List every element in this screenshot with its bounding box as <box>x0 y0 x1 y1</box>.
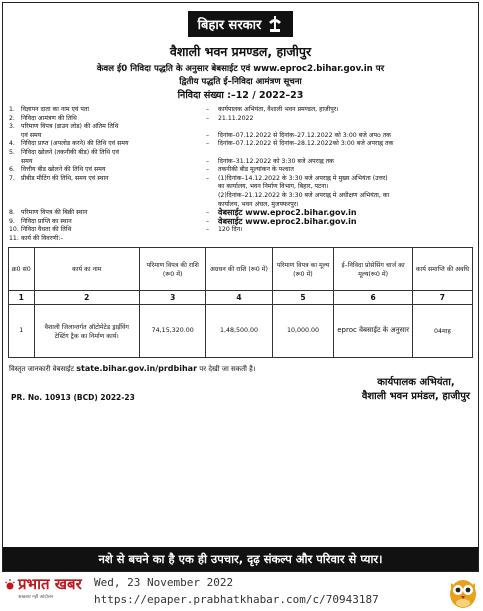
signature-title: कार्यपालक अभियंता, <box>377 376 455 388</box>
item-value <box>218 123 472 132</box>
item-label <box>21 183 206 192</box>
item-num: 3. <box>9 123 15 131</box>
column-number: 1 <box>9 290 35 304</box>
more-info-suffix: पर देखी जा सकती है। <box>199 364 256 373</box>
table-cell: 04माह <box>412 304 472 357</box>
office-title: वैशाली भवन प्रमण्डल, हाजीपुर <box>169 44 312 59</box>
column-number: 7 <box>412 290 472 304</box>
item-value: दिनांक–07.12.2022 से दिनांक–28.12.2022को 3:00 बजे अपराह्न तक <box>218 140 394 148</box>
tender-notice <box>2 2 479 572</box>
list-item <box>9 106 472 115</box>
column-header: परिमाण विपत्र की राशि (रू0 में) <box>139 247 206 290</box>
column-number: 6 <box>334 290 412 304</box>
list-item <box>9 123 472 132</box>
eproc-line: केवल ई0 निविदा पद्धति के अनुसार बेबसाईट एवं www.eproc2.bihar.gov.in पर <box>96 64 385 74</box>
table-cell: eproc वेबसाईट के अनुसार <box>334 304 412 357</box>
item-label: प्रीबीड मीटिंग की तिथि, समय एवं स्थान <box>21 174 109 182</box>
item-dash <box>206 192 218 201</box>
list-item <box>9 183 472 192</box>
column-header: कार्य का नाम <box>34 247 139 290</box>
signature-block <box>362 376 470 404</box>
item-num: 7. <box>9 174 15 182</box>
item-dash: – <box>206 114 210 122</box>
item-value: (2)दिनांक–21.12.2022 के 3:30 बजे अपराह्न मे अधीक्षण अभियंता, का <box>218 191 390 199</box>
table-cell: 1 <box>9 304 35 357</box>
bihar-emblem-icon <box>267 15 283 33</box>
item-num: 9. <box>9 217 15 225</box>
item-label: कार्य की विवरणी:– <box>21 234 64 242</box>
logo-sun-icon <box>4 578 16 590</box>
item-value: कार्यालय, भवन अंचल, मुजफ्फरपुर। <box>218 200 299 208</box>
list-item <box>9 166 472 175</box>
item-value: 21.11.2022 <box>218 114 254 122</box>
column-header: कार्य समाप्ति की अवधि <box>412 247 472 290</box>
list-item <box>9 149 472 158</box>
edition-date: Wed, 23 November 2022 <box>94 576 234 589</box>
item-num: 10. <box>9 226 19 234</box>
item-dash: – <box>206 140 210 148</box>
item-dash <box>206 123 218 132</box>
epaper-meta <box>94 574 379 608</box>
item-num <box>9 183 21 192</box>
table-row <box>9 304 473 357</box>
column-number: 5 <box>272 290 334 304</box>
government-banner-row <box>3 11 478 41</box>
more-info-line <box>9 364 472 374</box>
column-header: ई–निविदा प्रोसेसिंग चार्ज का मूल्य(रू0 में) <box>334 247 412 290</box>
item-dash <box>206 183 218 192</box>
item-label: निविदा वैधता की तिथि <box>21 226 72 234</box>
item-num <box>9 192 21 201</box>
slogan-banner: नशे से बचने का है एक ही उपचार, दृढ़ संकल्प और परिवार से प्यार। <box>3 547 478 571</box>
item-value: दिनांक–07.12.2022 से दिनांक–27.12.2022 को 3:00 बजे अपo तक <box>218 131 392 139</box>
epaper-footer <box>0 574 483 611</box>
list-item <box>9 192 472 201</box>
column-header: परिमाण विपत्र का मूल्य (रू0 में) <box>272 247 334 290</box>
list-item <box>9 158 472 167</box>
item-num: 11. <box>9 234 19 242</box>
item-value: का कार्यालय, भवन निर्माण विभाग, बिहार, पटना। <box>218 183 329 191</box>
item-dash <box>206 235 218 244</box>
item-value <box>218 235 472 244</box>
item-label: निविदा खोलने (तकनीकी बीड) की तिथि एवं <box>21 148 119 156</box>
item-label <box>21 201 206 210</box>
item-num: 1. <box>9 106 15 113</box>
item-dash: – <box>206 209 210 217</box>
epaper-url[interactable]: https://epaper.prabhatkhabar.com/c/70943187 <box>94 593 379 606</box>
column-number-row <box>9 290 473 304</box>
column-header: क्र0 सं0 <box>9 247 35 290</box>
table-cell: 74,15,320.00 <box>139 304 206 357</box>
notice-footer <box>11 376 470 404</box>
item-dash <box>206 201 218 210</box>
item-num: 8. <box>9 209 15 217</box>
item-label: वित्तीय बीड खोलने की तिथि एवं समय <box>21 166 106 174</box>
item-label: निविदा प्राप्ति का स्थान <box>21 217 72 225</box>
item-value: वेबसाईट www.eproc2.bihar.gov.in <box>218 216 357 226</box>
newspaper-logo[interactable] <box>4 574 92 606</box>
work-details-table <box>8 247 473 358</box>
notice-type: द्वितीय पद्धति ई–निविदा आमंत्रण सूचना <box>179 77 302 87</box>
banner-text: बिहार सरकार <box>197 18 262 33</box>
item-dash: – <box>206 157 210 165</box>
item-label <box>21 192 206 201</box>
item-num <box>9 158 21 167</box>
list-item <box>9 115 472 124</box>
item-num <box>9 201 21 210</box>
item-value: 120 दिन। <box>218 226 243 234</box>
item-num: 2. <box>9 114 15 122</box>
item-label: एवं समय <box>21 131 42 139</box>
item-label: परिमाण विपत्र (डाउन लोड) की अंतिम तिथि <box>21 123 119 131</box>
item-label: निविदा आमंत्रण की तिथि <box>21 114 77 122</box>
table-cell: 1,48,500.00 <box>206 304 272 357</box>
item-num <box>9 132 21 141</box>
item-label: समय <box>21 157 33 165</box>
item-value: (1)दिनांक–14.12.2022 के 3:30 बजे अपराह्न मे मुख्य अभियंता (उत्तर) <box>218 174 388 182</box>
item-num: 4. <box>9 140 15 148</box>
item-dash: – <box>206 226 210 234</box>
more-info-site: state.bihar.gov.in/prdbihar <box>76 363 198 373</box>
item-value: वेबसाईट www.eproc2.bihar.gov.in <box>218 208 357 218</box>
item-value: तकनीकी बीड मूल्यांकन के पश्चात <box>218 166 294 174</box>
government-banner <box>188 11 294 37</box>
column-number: 3 <box>139 290 206 304</box>
pr-number: PR. No. 10913 (BCD) 2022-23 <box>11 392 135 402</box>
item-dash: – <box>206 131 210 139</box>
item-label: विज्ञापन दाता का नाम एवं पता <box>21 106 90 113</box>
newspaper-name: प्रभात खबर <box>18 575 82 593</box>
table-cell: 10,000.00 <box>272 304 334 357</box>
item-value <box>218 149 472 158</box>
item-label: निविदा प्राप्त (अपलोड करने) की तिथि एवं समय <box>21 140 129 148</box>
owl-mascot-icon <box>447 575 479 609</box>
item-value: दिनांक–31.12.2022 को 3:30 बजे अपराह्न तक <box>218 157 334 165</box>
more-info-prefix: विस्तृत जानकारी वेबसाईट <box>9 364 75 373</box>
newspaper-tagline: अखबार नहीं आंदोलन <box>18 595 54 600</box>
column-number: 2 <box>34 290 139 304</box>
item-dash: – <box>206 166 210 174</box>
item-dash: – <box>206 217 210 225</box>
column-header: अग्रधन की राशि (रू0 में) <box>206 247 272 290</box>
tender-details-list <box>9 106 472 244</box>
list-item <box>9 226 472 235</box>
column-number: 4 <box>206 290 272 304</box>
table-header-row <box>9 247 473 290</box>
item-value: कार्यपालक अभियंता, वैशाली भवन प्रमण्डल, हाजीपुर। <box>218 106 339 113</box>
list-item <box>9 140 472 149</box>
item-dash <box>206 149 218 158</box>
tender-number: निविदा संख्या :–12 / 2022–23 <box>177 90 304 101</box>
item-label: परिमाण विपत्र की बिक्री स्थान <box>21 209 88 217</box>
item-num: 5. <box>9 148 15 156</box>
signature-office: वैशाली भवन प्रमंडल, हाजीपुर <box>361 390 470 402</box>
table-cell: वैशाली जिलान्तर्गत ऑटोमेटेड ड्राईविंग टेस्टिंग ट्रैक का निर्माण कार्य। <box>34 304 139 357</box>
item-dash: – <box>206 174 210 182</box>
list-item <box>9 235 472 244</box>
item-dash: – <box>206 106 210 113</box>
item-num: 6. <box>9 166 15 174</box>
